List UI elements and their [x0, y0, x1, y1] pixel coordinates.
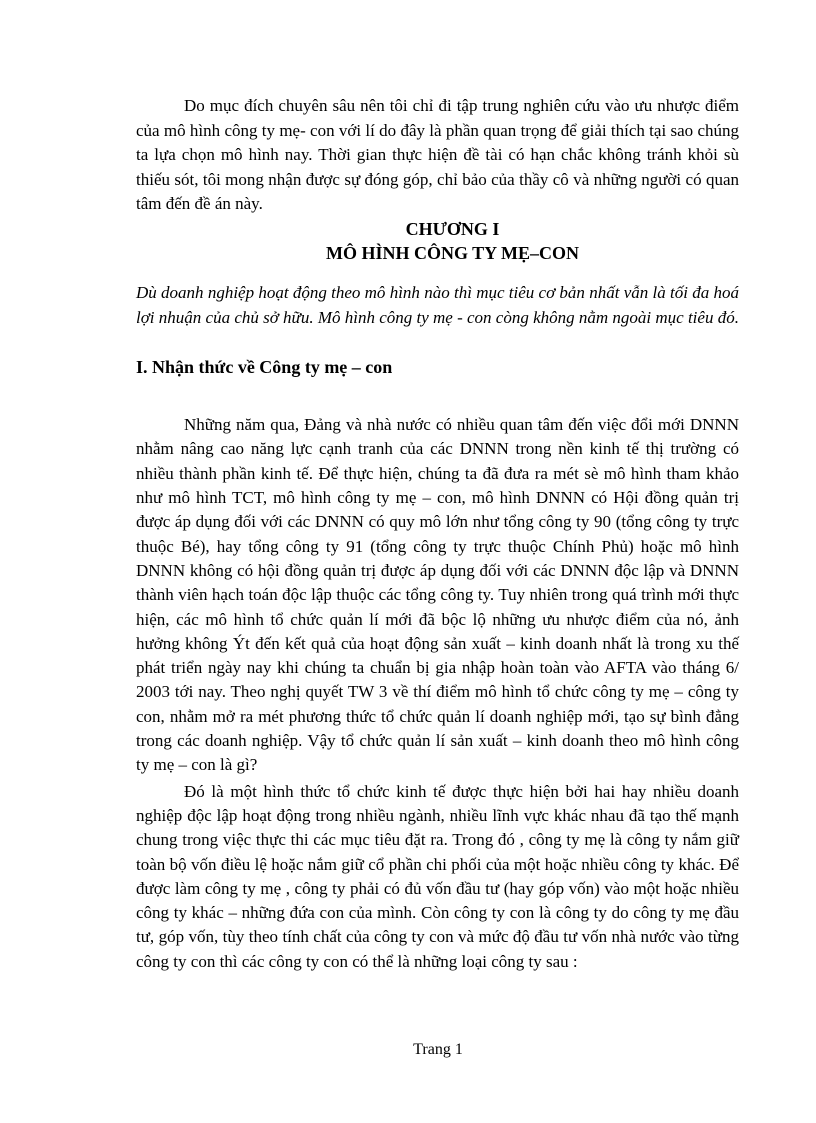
body-paragraph-2: Đó là một hình thức tổ chức kinh tế được thực hiện bởi hai hay nhiều doanh nghiệp độc lập hoạt động trong nhiều ngành, nhiều lĩnh vực khác nhau đã tạo thế mạnh chung trong việc thực thi các mục tiêu đặt ra. Trong đó , công ty mẹ là công ty nắm giữ toàn bộ vốn điều lệ hoặc nắm giữ cổ phần chi phối của một hoặc nhiều công ty khác. Để được làm công ty mẹ , công ty phải có đủ vốn đầu tư (hay góp vốn) vào một hoặc nhiều công ty khác – những đứa con của mình. Còn công ty con là công ty do công ty mẹ đầu tư, góp vốn, tùy theo tính chất của công ty con và mức độ đầu tư vốn nhà nước vào từng công ty con thì các công ty con có thể là những loại công ty sau :: [136, 781, 739, 971]
intro-paragraph: Do mục đích chuyên sâu nên tôi chỉ đi tập trung nghiên cứu vào ưu nhược điểm của mô hình công ty mẹ- con với lí do đây là phần quan trọng để giải thích tại sao chúng ta lựa chọn mô hình nay. Thời gian thực hiện đề tài có hạn chắc không tránh khỏi sù thiếu sót, tôi mong nhận được sự đóng góp, chỉ bảo của thầy cô và những người có quan tâm đến đề án này.: [136, 96, 739, 214]
chapter-title: MÔ HÌNH CÔNG TY MẸ–CON: [325, 242, 579, 263]
chapter-number: CHƯƠNG I: [405, 218, 500, 239]
page-number: Trang 1: [413, 1041, 463, 1058]
page-content: [136, 94, 739, 974]
body-paragraph-1: Những năm qua, Đảng và nhà nước có nhiều quan tâm đến việc đổi mới DNNN nhằm nâng cao năng lực cạnh tranh của các DNNN trong nền kinh tế thị trường có nhiều thành phần kinh tế. Để thực hiện, chúng ta đã đưa ra mét sè mô hình tham khảo như mô hình TCT, mô hình công ty mẹ – con, mô hình DNNN có Hội đồng quản trị được áp dụng đối với các DNNN có quy mô lớn như tổng công ty 90 (tổng công ty trực thuộc Bé), hay tổng công ty 91 (tổng công ty trực thuộc Chính Phủ) hoặc mô hình DNNN không có hội đồng quản trị được áp dụng đối với các DNNN độc lập và DNNN thành viên hạch toán độc lập thuộc các tổng công ty. Tuy nhiên trong quá trình mới thực hiện, các mô hình tổ chức quản lí mới đã bộc lộ những ưu nhược điểm của nó, ảnh hưởng không Ýt đến kết quả của hoạt động sản xuất – kinh doanh nhất là trong xu thế phát triển ngày nay khi chúng ta chuẩn bị gia nhập hoàn toàn vào AFTA vào tháng 6/ 2003 tới nay. Theo nghị quyết TW 3 về thí điểm mô hình tổ chức công ty mẹ – công ty con, nhằm mở ra mét phương thức tổ chức quản lí doanh nghiệp mới, tạo sự bình đẳng trong các doanh nghiệp. Vậy tổ chức quản lí sản xuất – kinh doanh theo mô hình công ty mẹ – con là gì?: [136, 415, 739, 775]
chapter-epigraph: Dù doanh nghiệp hoạt động theo mô hình nào thì mục tiêu cơ bản nhất vẫn là tối đa hoá lợi nhuận của chủ sở hữu. Mô hình công ty mẹ - con còng không nằm ngoài mục tiêu đó.: [136, 282, 739, 327]
section-heading: I. Nhận thức về Công ty mẹ – con: [136, 357, 393, 378]
